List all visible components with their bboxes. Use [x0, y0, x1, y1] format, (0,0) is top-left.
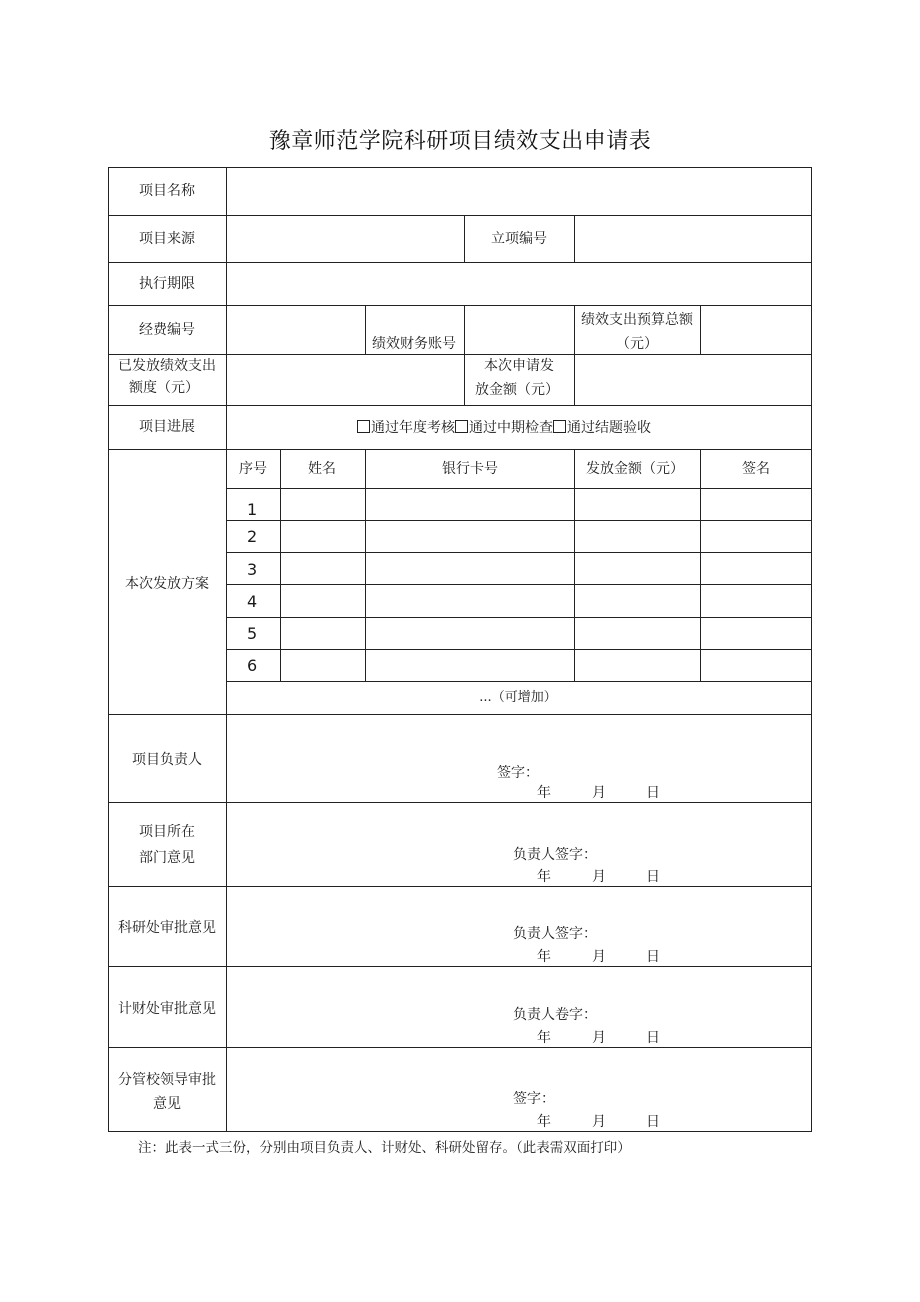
cell-divider	[574, 215, 575, 263]
department-sign-label: 负责人签字：	[513, 847, 597, 863]
option-label: 通过结题验收	[567, 420, 651, 436]
label-project-number: 立项编号	[491, 231, 547, 247]
cell-divider	[464, 305, 465, 355]
date-month: 月	[592, 1030, 606, 1046]
midterm-check-checkbox[interactable]	[455, 420, 553, 436]
row-divider	[108, 714, 812, 715]
date-day: 日	[646, 1114, 660, 1130]
label-perf-finance-account: 绩效财务账号	[372, 336, 456, 352]
plan-row-divider	[226, 649, 812, 650]
checkbox-icon	[553, 420, 566, 433]
row-divider	[108, 1047, 812, 1048]
table-border-top	[108, 167, 812, 168]
label-issued-amount: 已发放绩效支出	[118, 358, 216, 374]
date-month: 月	[592, 785, 606, 801]
label-perf-budget-total-unit: （元）	[616, 336, 658, 352]
date-day: 日	[646, 869, 660, 885]
label-fund-number: 经费编号	[139, 322, 195, 338]
plan-row-number: 3	[247, 560, 258, 579]
row-divider	[108, 354, 812, 355]
cell-divider	[574, 305, 575, 355]
row-divider	[108, 405, 812, 406]
plan-row-divider	[226, 584, 812, 585]
date-month: 月	[592, 1114, 606, 1130]
date-year: 年	[537, 949, 551, 965]
date-year: 年	[537, 1114, 551, 1130]
label-research-office-opinion: 科研处审批意见	[118, 920, 216, 936]
plan-col-divider	[365, 449, 366, 682]
plan-col-divider	[280, 449, 281, 682]
plan-row-divider	[226, 617, 812, 618]
cell-divider	[464, 354, 465, 406]
plan-header-signature: 签名	[742, 461, 770, 477]
plan-row-number: 2	[247, 527, 258, 546]
row-divider	[108, 449, 812, 450]
plan-header-seq: 序号	[239, 461, 267, 477]
plan-row-number: 4	[247, 592, 258, 611]
label-issued-amount-unit: 额度（元）	[129, 380, 199, 396]
plan-header-amount: 发放金额（元）	[586, 461, 684, 477]
plan-row-number: 5	[247, 624, 258, 643]
plan-col-divider	[574, 449, 575, 682]
row-divider	[108, 966, 812, 967]
leader-sign-label: 签字：	[497, 765, 539, 781]
label-perf-budget-total: 绩效支出预算总额	[581, 312, 693, 328]
plan-row-divider	[226, 681, 812, 682]
label-apply-amount: 本次申请发	[484, 358, 554, 374]
date-month: 月	[592, 949, 606, 965]
label-school-leader-opinion: 分管校领导审批	[118, 1072, 216, 1088]
date-year: 年	[537, 1030, 551, 1046]
label-apply-amount-unit: 放金额（元）	[475, 382, 559, 398]
label-project-progress: 项目进展	[139, 419, 195, 435]
checkbox-icon	[455, 420, 468, 433]
plan-more-rows: ...（可增加）	[479, 690, 557, 705]
label-department-opinion: 项目所在	[139, 824, 195, 840]
row-divider	[108, 215, 812, 216]
row-divider	[108, 305, 812, 306]
label-payment-plan: 本次发放方案	[125, 576, 209, 592]
option-label: 通过年度考核	[371, 420, 455, 436]
plan-header-name: 姓名	[308, 461, 336, 477]
row-divider	[108, 262, 812, 263]
checkbox-icon	[357, 420, 370, 433]
date-day: 日	[646, 949, 660, 965]
annual-review-checkbox[interactable]	[357, 420, 455, 436]
label-finance-office-opinion: 计财处审批意见	[118, 1001, 216, 1017]
plan-col-divider	[700, 449, 701, 682]
plan-row-divider	[226, 488, 812, 489]
row-divider	[108, 886, 812, 887]
plan-header-bank-card: 银行卡号	[442, 461, 498, 477]
form-title: 豫章师范学院科研项目绩效支出申请表	[268, 129, 652, 154]
option-label: 通过中期检查	[469, 420, 553, 436]
row-divider	[108, 802, 812, 803]
plan-row-number: 1	[247, 500, 258, 519]
footnote: 注：此表一式三份，分别由项目负责人、计财处、科研处留存。（此表需双面打印）	[138, 1140, 631, 1156]
plan-row-divider	[226, 552, 812, 553]
finance-sign-label: 负责人卷字：	[513, 1007, 597, 1023]
progress-options	[357, 420, 651, 435]
plan-row-number: 6	[247, 656, 258, 675]
cell-divider	[700, 305, 701, 355]
date-year: 年	[537, 869, 551, 885]
cell-divider	[574, 354, 575, 406]
final-acceptance-checkbox[interactable]	[553, 420, 651, 436]
research-sign-label: 负责人签字：	[513, 926, 597, 942]
cell-divider	[365, 305, 366, 355]
label-school-leader-opinion-2: 意见	[153, 1096, 181, 1112]
date-month: 月	[592, 869, 606, 885]
cell-divider	[464, 215, 465, 263]
label-project-leader: 项目负责人	[132, 752, 202, 768]
label-project-name: 项目名称	[139, 183, 195, 199]
label-project-source: 项目来源	[139, 231, 195, 247]
date-day: 日	[646, 785, 660, 801]
plan-row-divider	[226, 520, 812, 521]
date-day: 日	[646, 1030, 660, 1046]
school-leader-sign-label: 签字：	[513, 1091, 555, 1107]
table-border-bottom	[108, 1131, 812, 1132]
label-department-opinion-2: 部门意见	[139, 850, 195, 866]
label-execution-period: 执行期限	[139, 276, 195, 292]
table-border-left	[108, 167, 109, 1132]
date-year: 年	[537, 785, 551, 801]
